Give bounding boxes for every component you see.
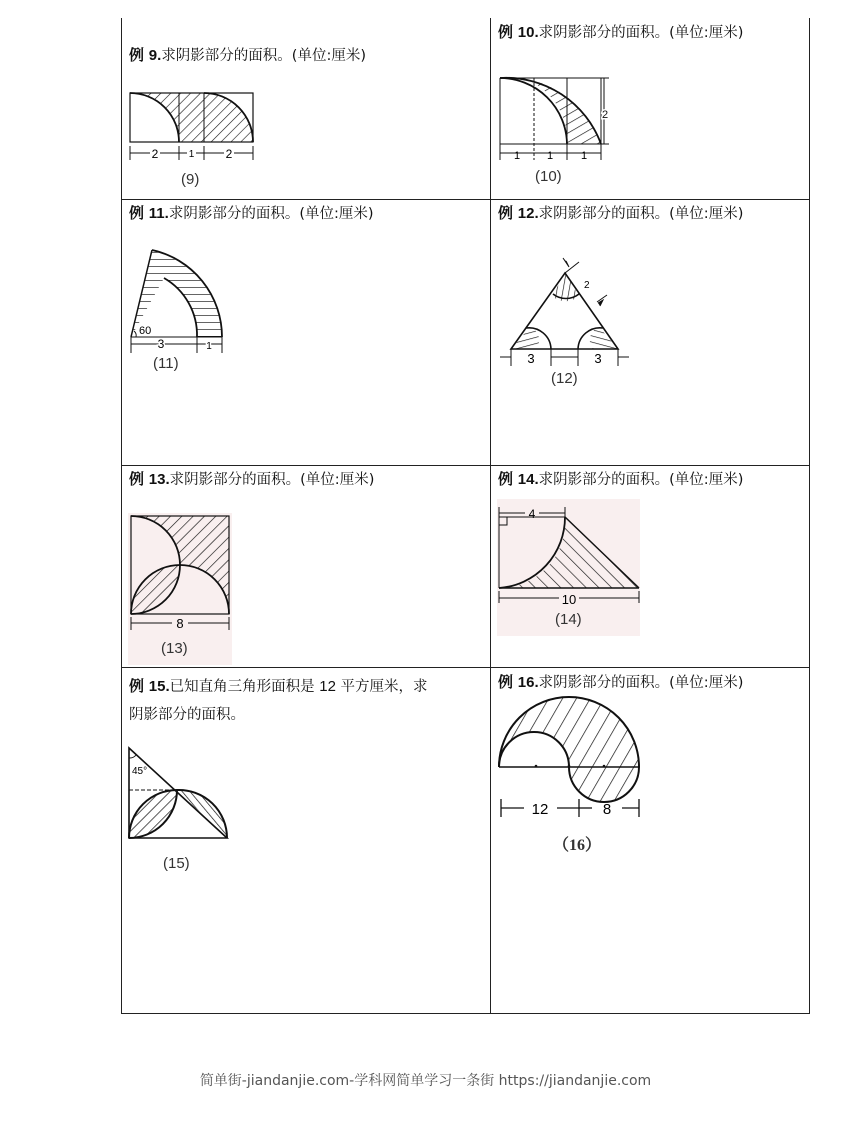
- figure-11: [128, 245, 228, 353]
- example-15-question-line2: [129, 701, 245, 728]
- example-label: 例: [129, 678, 145, 695]
- figure-15-caption: (15): [163, 855, 190, 872]
- example-label: 例: [498, 24, 514, 41]
- example-area-value: 12: [319, 678, 336, 695]
- dim-label: 1: [206, 341, 212, 352]
- figure-12: [497, 248, 632, 370]
- figure-12-caption: (12): [551, 370, 578, 387]
- example-text: 求阴影部分的面积。(单位:厘米): [538, 25, 744, 41]
- example-dot: .: [534, 24, 539, 41]
- example-text: 求阴影部分的面积。(单位:厘米): [538, 472, 744, 488]
- example-number: 11: [148, 205, 165, 222]
- dim-label: 1: [546, 150, 554, 162]
- example-9-question: [129, 42, 366, 69]
- example-text: 求阴影部分的面积。(单位:厘米): [538, 675, 744, 691]
- figure-9: [126, 88, 258, 160]
- dim-label: 12: [531, 801, 549, 818]
- example-text: 求阴影部分的面积。(单位:厘米): [538, 206, 744, 222]
- dim-label: 8: [176, 616, 184, 631]
- dim-label: 2: [601, 109, 609, 121]
- example-dot: .: [165, 471, 170, 488]
- figure-10: [497, 72, 622, 162]
- example-text: 已知直角三角形面积是: [169, 679, 320, 695]
- example-dot: .: [164, 205, 169, 222]
- example-label: 例: [498, 205, 514, 222]
- example-number: 14: [517, 471, 535, 488]
- example-number: 15: [148, 678, 166, 695]
- example-11-question: [129, 200, 374, 227]
- example-number: 16: [517, 674, 535, 691]
- example-dot: .: [157, 47, 162, 64]
- figure-10-caption: (10): [535, 168, 562, 185]
- example-text: 求阴影部分的面积。(单位:厘米): [161, 48, 367, 64]
- table-border-right: [809, 18, 810, 1014]
- example-number: 13: [148, 471, 166, 488]
- angle-label: 60: [139, 325, 152, 337]
- example-14-question: [498, 466, 743, 493]
- dim-label: 8: [602, 801, 612, 818]
- dim-label: 2: [151, 147, 159, 160]
- figure-15: [127, 745, 231, 843]
- example-label: 例: [498, 471, 514, 488]
- dim-label: 1: [580, 150, 588, 162]
- dim-label: 2: [584, 280, 590, 291]
- example-16-question: [498, 669, 743, 696]
- example-label: 例: [129, 471, 145, 488]
- figure-9-caption: (9): [181, 171, 200, 188]
- example-number: 10: [517, 24, 535, 41]
- dim-label: 3: [527, 351, 535, 366]
- figure-11-caption: (11): [153, 355, 179, 372]
- example-13-question: [129, 466, 374, 493]
- dim-label: 1: [513, 150, 521, 162]
- dim-label: 3: [157, 337, 165, 351]
- dim-label: 4: [528, 507, 536, 521]
- example-dot: .: [534, 674, 539, 691]
- footer-watermark: 简单街-jiandanjie.com-学科网简单学习一条街 https://jiandanjie.com: [199, 1073, 652, 1089]
- example-dot: .: [534, 471, 539, 488]
- example-15-question: [129, 673, 428, 700]
- example-12-question: [498, 200, 743, 227]
- example-10-question: [498, 19, 743, 46]
- angle-label: 45°: [132, 766, 148, 777]
- example-label: 例: [129, 47, 145, 64]
- example-dot: .: [165, 678, 170, 695]
- figure-16-caption: （16）: [553, 837, 602, 854]
- dim-label: 2: [225, 147, 233, 160]
- example-text: 阴影部分的面积。: [129, 707, 245, 723]
- example-number: 12: [517, 205, 535, 222]
- figure-13-caption: (13): [161, 640, 188, 657]
- dim-label: 10: [561, 592, 577, 607]
- dim-label: 3: [594, 351, 602, 366]
- example-number: 9: [148, 47, 158, 64]
- table-border-left: [121, 18, 122, 1014]
- example-text: 平方厘米，求: [335, 679, 428, 695]
- example-text: 求阴影部分的面积。(单位:厘米): [168, 206, 374, 222]
- figure-16: [496, 693, 644, 823]
- figure-14-caption: (14): [555, 611, 582, 628]
- table-border-middle: [490, 18, 491, 1014]
- dim-label: 1: [188, 149, 195, 160]
- example-label: 例: [129, 205, 145, 222]
- example-text: 求阴影部分的面积。(单位:厘米): [169, 472, 375, 488]
- example-dot: .: [534, 205, 539, 222]
- row-divider-3: [121, 667, 810, 668]
- table-border-bottom: [121, 1013, 810, 1014]
- example-label: 例: [498, 674, 514, 691]
